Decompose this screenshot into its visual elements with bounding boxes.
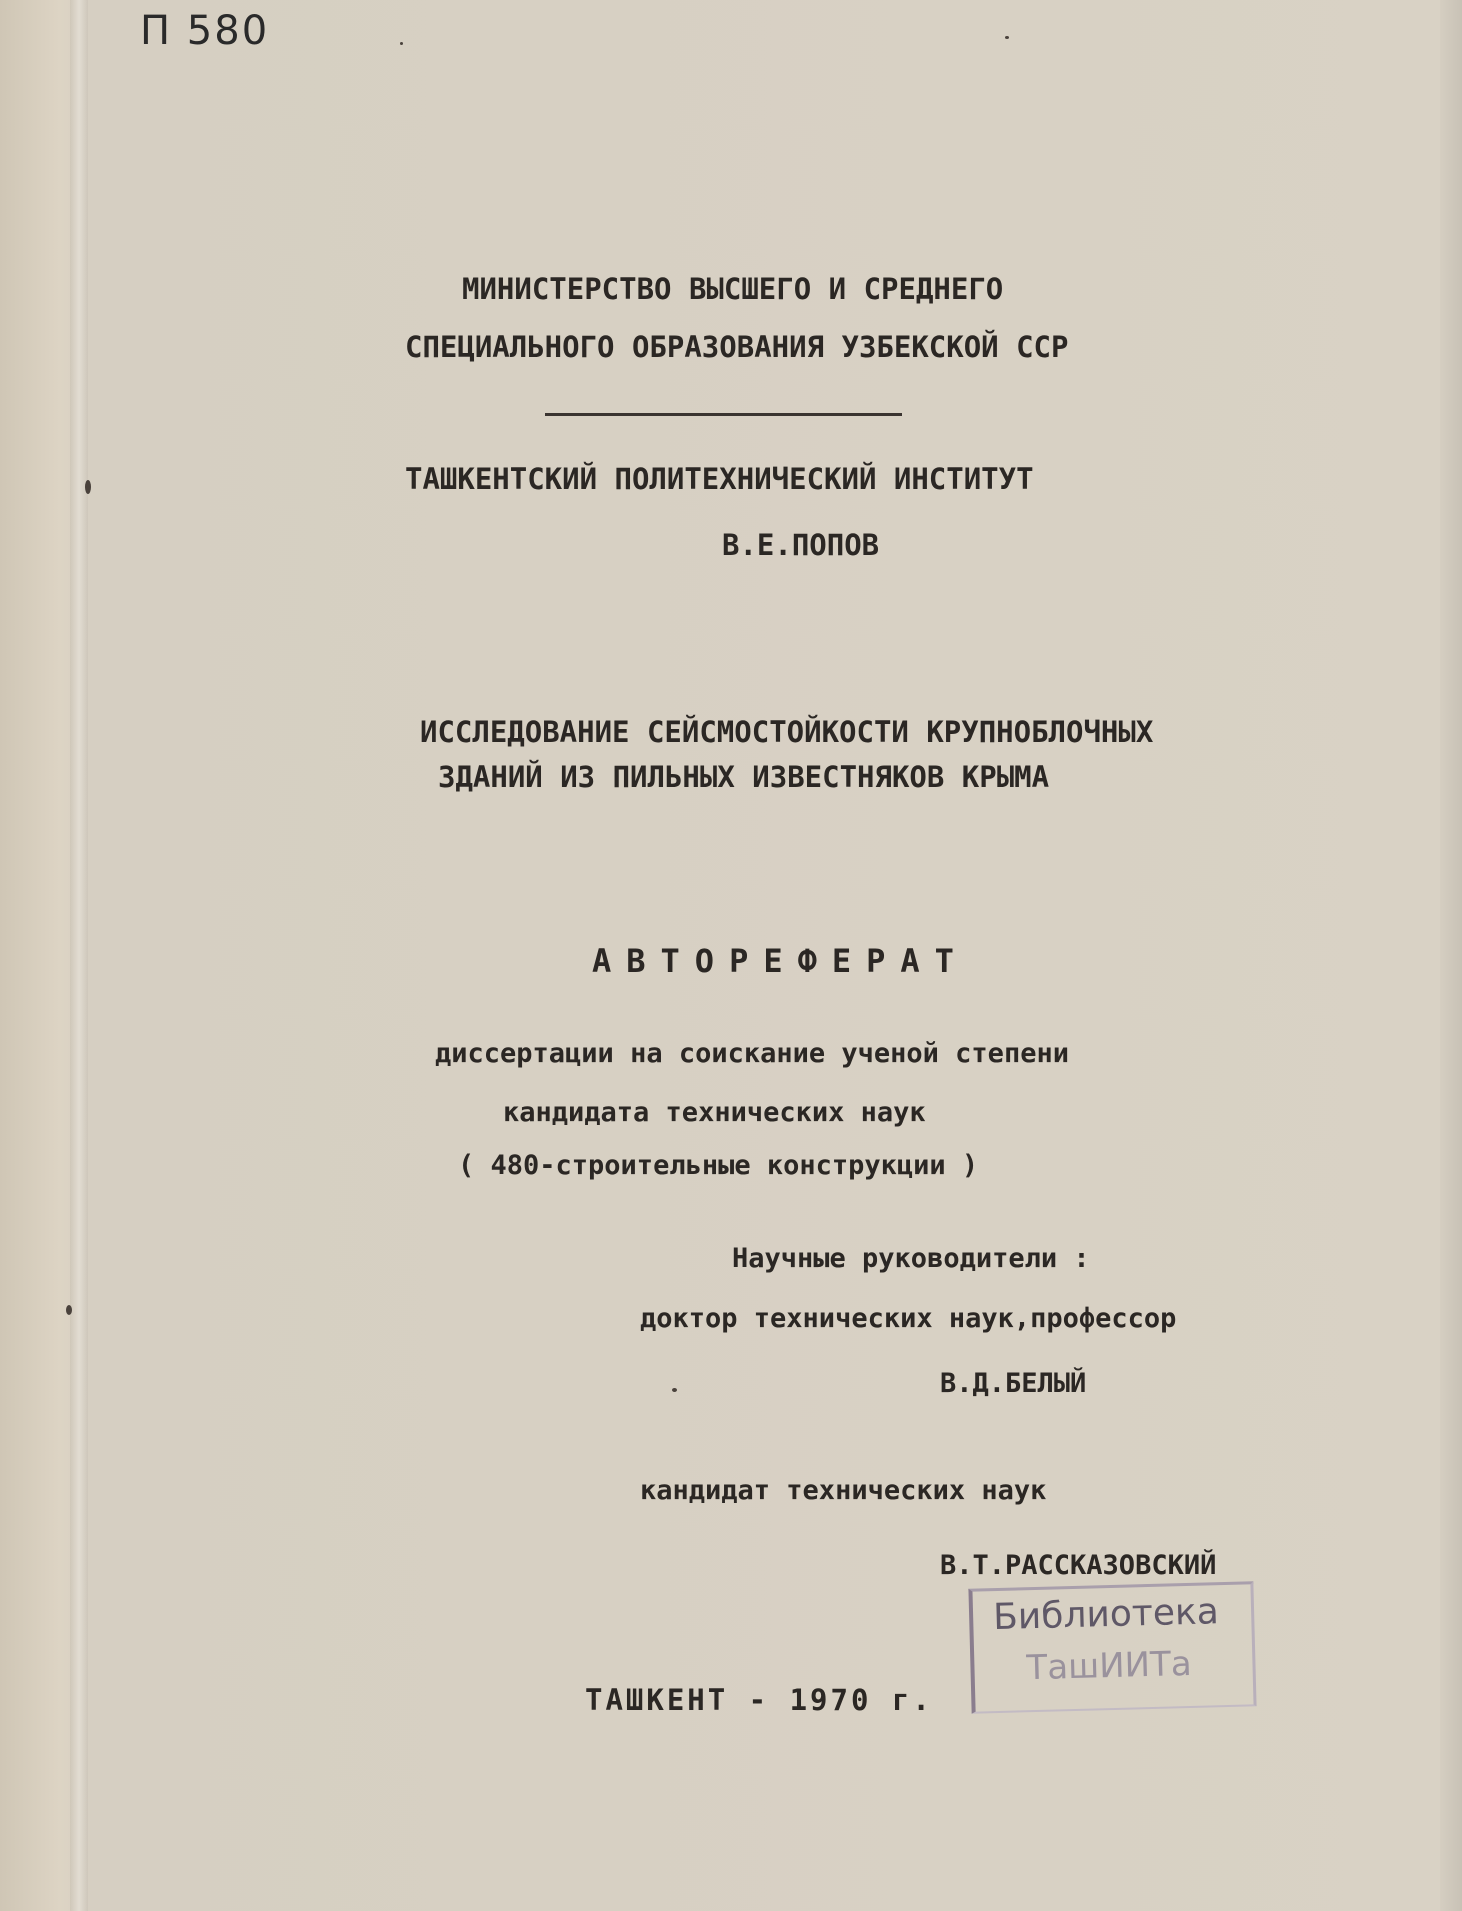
stamp-line-2: ТашИИТа — [1025, 1643, 1193, 1689]
institute-name: ТАШКЕНТСКИЙ ПОЛИТЕХНИЧЕСКИЙ ИНСТИТУТ — [405, 462, 1034, 496]
stamp-line-1: Библиотека — [992, 1591, 1220, 1639]
supervisor-2-name: В.Т.РАССКАЗОВСКИЙ — [940, 1550, 1217, 1581]
catalog-number: П 580 — [140, 8, 270, 54]
supervisor-2-title: кандидат технических наук — [640, 1475, 1047, 1506]
title-line-1: ИССЛЕДОВАНИЕ СЕЙСМОСТОЙКОСТИ КРУПНОБЛОЧНЫХ — [420, 715, 1154, 749]
paper-speck — [85, 480, 91, 494]
supervisors-heading: Научные руководители : — [732, 1243, 1090, 1274]
city-year: ТАШКЕНТ - 1970 г. — [585, 1683, 933, 1717]
title-line-2: ЗДАНИЙ ИЗ ПИЛЬНЫХ ИЗВЕСТНЯКОВ КРЫМА — [438, 760, 1050, 794]
paper-speck — [672, 1388, 677, 1392]
paper-fold — [70, 0, 88, 1911]
dissertation-line-1: диссертации на соискание ученой степени — [435, 1038, 1069, 1069]
paper-speck — [1005, 36, 1009, 39]
supervisor-1-title: доктор технических наук,профессор — [640, 1303, 1177, 1334]
ministry-line-1: МИНИСТЕРСТВО ВЫСШЕГО И СРЕДНЕГО — [462, 272, 1004, 306]
library-stamp — [968, 1581, 1256, 1713]
dissertation-line-2: кандидата технических наук — [503, 1097, 926, 1128]
paper-speck — [66, 1305, 72, 1315]
paper-edge — [1440, 0, 1462, 1911]
dissertation-line-3: ( 480-строительные конструкции ) — [458, 1150, 979, 1181]
ministry-line-2: СПЕЦИАЛЬНОГО ОБРАЗОВАНИЯ УЗБЕКСКОЙ ССР — [405, 330, 1069, 364]
divider-line — [545, 413, 902, 416]
supervisor-1-name: В.Д.БЕЛЫЙ — [940, 1368, 1087, 1399]
author-name: В.Е.ПОПОВ — [722, 528, 880, 562]
document-type: АВТОРЕФЕРАТ — [592, 942, 969, 980]
paper-speck — [400, 42, 403, 45]
